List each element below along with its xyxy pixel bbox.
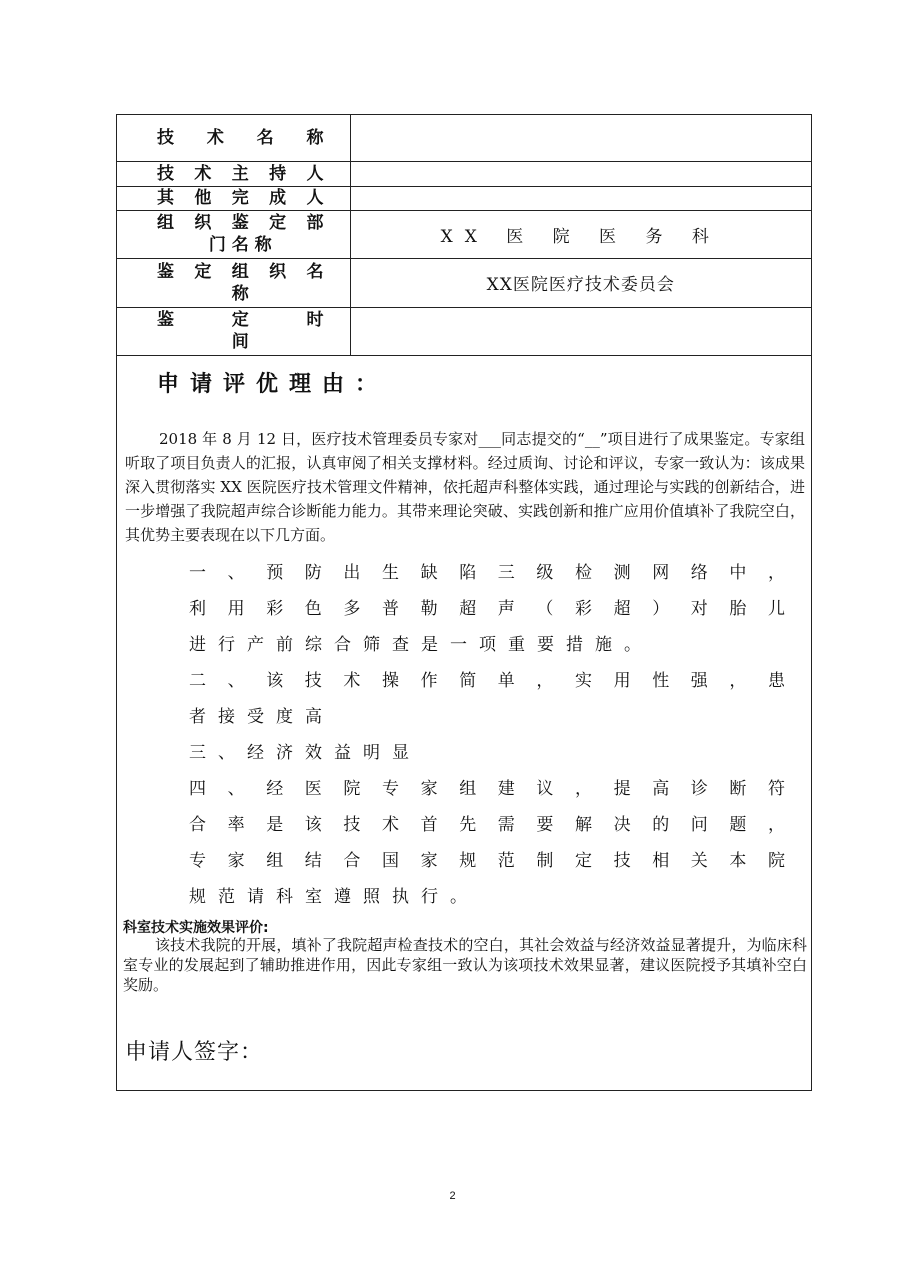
point-item <box>189 735 785 771</box>
point-item <box>189 663 785 735</box>
table-row <box>117 115 811 161</box>
row-value <box>350 186 811 210</box>
point-line-last: 进行产前综合筛查是一项重要措施。 <box>189 635 653 655</box>
row-value: XX 医 院 医 务 科 <box>350 210 811 258</box>
row-label <box>117 258 350 307</box>
evaluation-heading: 科室技术实施效果评价: <box>123 920 269 936</box>
application-paragraph: 2018 年 8 月 12 日，医疗技术管理委员专家对___同志提交的“__”项目进行了成果鉴定。专家组听取了项目负责人的汇报，认真审阅了相关支撑材料。经过质询、讨论和评议，专家一致认为：该成果深入贯彻落实 XX 医院医疗技术管理文件精神，依托超声科整体实践，通过理论与实践的创新结合，进一步增强了我院超声综合诊断能力能力。其带来理论突破、实践创新和推广应用价值填补了我院空白，其优势主要表现在以下几方面。 <box>125 430 805 544</box>
table-row <box>117 258 811 307</box>
point-line-last: 者接受度高 <box>189 707 334 727</box>
point-line: 专家组结合国家规范制定技相关本院 <box>189 851 785 871</box>
label-text-line2: 门 名 称 <box>208 235 272 255</box>
label-text: 鉴 定 组 织 名 <box>157 261 324 282</box>
label-text: 其 他 完 成 人 <box>157 188 324 208</box>
row-label <box>117 210 350 258</box>
point-item <box>189 771 785 915</box>
info-table <box>117 115 811 356</box>
row-label <box>117 115 350 161</box>
page-number: 2 <box>449 1190 456 1202</box>
label-text-line2: 称 <box>231 283 249 304</box>
application-reason-title: 申请评优理由： <box>157 372 389 397</box>
label-text: 技 术 主 持 人 <box>157 163 324 184</box>
row-value <box>350 161 811 186</box>
table-row <box>117 186 811 210</box>
label-text: 鉴 定 时 <box>157 310 324 330</box>
label-text-line2: 间 <box>231 332 249 352</box>
table-row <box>117 161 811 186</box>
point-line: 四、经医院专家组建议，提高诊断符 <box>189 779 785 799</box>
label-text: 组 织 鉴 定 部 <box>157 213 324 233</box>
point-line: 一、预防出生缺陷三级检测网络中， <box>189 563 785 583</box>
application-form <box>116 114 812 1091</box>
point-line: 利用彩色多普勒超声（彩超）对胎儿 <box>189 599 785 619</box>
point-line: 二、该技术操作简单，实用性强，患 <box>189 671 785 691</box>
point-item <box>189 555 785 663</box>
row-label <box>117 186 350 210</box>
evaluation-text: 该技术我院的开展，填补了我院超声检查技术的空白，其社会效益与经济效益显著提升，为临床科室专业的发展起到了辅助推进作用，因此专家组一致认为该项技术效果显著，建议医院授予其填补空白奖励。 <box>123 936 807 994</box>
label-text: 技 术 名 称 <box>157 127 324 148</box>
table-row <box>117 307 811 355</box>
point-line-last: 三、经济效益明显 <box>189 743 421 763</box>
advantage-points <box>189 555 785 915</box>
signature-label: 申请人签字： <box>125 1040 264 1065</box>
row-label <box>117 307 350 355</box>
row-value <box>350 115 811 161</box>
row-value: XX医院医疗技术委员会 <box>350 258 811 307</box>
point-line-last: 规范请科室遵照执行。 <box>189 887 479 907</box>
row-value <box>350 307 811 355</box>
point-line: 合率是该技术首先需要解决的问题， <box>189 815 785 835</box>
table-row <box>117 210 811 258</box>
row-label <box>117 161 350 186</box>
